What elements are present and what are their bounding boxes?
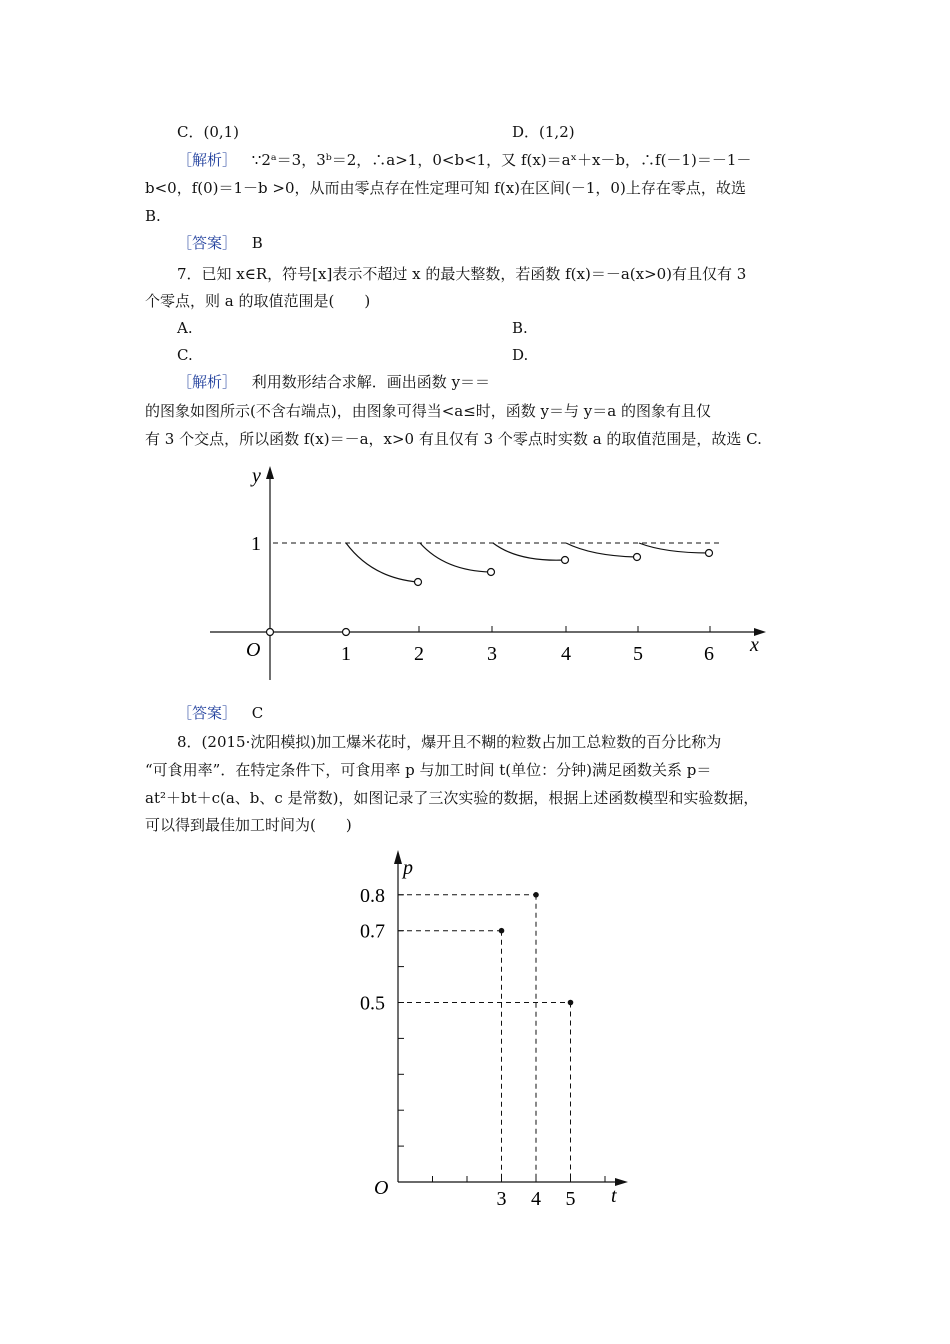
- answer-7-value: C: [251, 704, 264, 722]
- chart2-data-point: [568, 1000, 574, 1006]
- answer-6-value: B: [251, 234, 263, 252]
- graph1-y-label: y: [252, 465, 261, 487]
- chart2-data-point: [499, 928, 505, 934]
- analysis-tag: ［解析］: [177, 373, 238, 391]
- chart2-y-axis-label: p: [403, 857, 413, 879]
- question-8-line-2: “可食用率”．在特定条件下，可食用率 p 与加工时间 t(单位：分钟)满足函数关系 p＝: [145, 761, 712, 779]
- solution-7-line-3: 有 3 个交点，所以函数 f(x)＝－a，x>0 有且仅有 3 个零点时实数 a 的取值范围是，故选 C.: [145, 430, 762, 448]
- question-8-line-4: 可以得到最佳加工时间为( ): [145, 816, 352, 834]
- solution-6-line-3: B.: [145, 207, 161, 225]
- question-8-line-3: at²＋bt＋c(a、b、c 是常数)，如图记录了三次实验的数据，根据上述函数模型和实验数据，: [145, 789, 759, 807]
- option-d-prev: D．(1,2): [512, 123, 575, 141]
- option-c-prev: C．(0,1): [177, 123, 240, 141]
- analysis-tag: ［解析］: [177, 151, 238, 169]
- chart2-origin-label: O: [374, 1177, 389, 1199]
- graph1-x-tick-label: 4: [561, 643, 571, 665]
- option-b: B.: [512, 319, 528, 337]
- solution-7-text-1: 利用数形结合求解．画出函数 y＝＝: [251, 373, 491, 391]
- solution-7-line-2: 的图象如图所示(不含右端点)，由图象可得当<a≤时，函数 y＝与 y＝a 的图象有且仅: [145, 402, 711, 420]
- graph1-y-one-label: 1: [251, 533, 261, 555]
- chart2-x-tick-label: 3: [496, 1188, 507, 1210]
- solution-6-text-1: ∵2ᵃ＝3，3ᵇ＝2，∴a>1，0<b<1，又 f(x)＝aˣ＋x－b，∴f(－1)＝－1－: [251, 151, 752, 169]
- answer-tag: ［答案］: [177, 234, 238, 252]
- chart2-y-arrow: [394, 850, 402, 864]
- graph1-x-tick-label: 3: [487, 643, 497, 665]
- chart2-x-tick-label: 5: [565, 1188, 576, 1210]
- question-7-line-1: 7．已知 x∈R，符号[x]表示不超过 x 的最大整数，若函数 f(x)＝－a(x>0)有且仅有 3: [177, 265, 747, 283]
- chart2-y-tick-label: 0.5: [360, 992, 385, 1015]
- graph1-x-tick-label: 6: [704, 643, 714, 665]
- question-7-line-2: 个零点，则 a 的取值范围是( ): [145, 292, 371, 310]
- chart2-data-point: [533, 892, 539, 898]
- option-a: A.: [177, 319, 193, 337]
- graph1-x-label: x: [750, 634, 759, 656]
- chart2-x-tick-label: 4: [531, 1188, 541, 1210]
- option-d: D.: [512, 346, 529, 364]
- answer-tag: ［答案］: [177, 704, 238, 722]
- solution-6-line-2: b<0，f(0)＝1－b >0，从而由零点存在性定理可知 f(x)在区间(－1，0)上存在零点，故选: [145, 179, 746, 197]
- chart2-y-tick-label: 0.8: [360, 884, 385, 907]
- question-8-line-1: 8．(2015·沈阳模拟)加工爆米花时，爆开且不糊的粒数占加工总粒数的百分比称为: [177, 733, 722, 751]
- graph1-x-tick-label: 2: [414, 643, 424, 665]
- graph1-x-tick-label: 1: [341, 643, 351, 665]
- chart2-x-axis-label: t: [611, 1185, 617, 1207]
- option-c: C.: [177, 346, 193, 364]
- graph1-origin-label: O: [246, 639, 261, 661]
- chart2-y-tick-label: 0.7: [360, 920, 385, 943]
- chart2-x-arrow: [615, 1178, 628, 1186]
- graph1-x-tick-label: 5: [633, 643, 643, 665]
